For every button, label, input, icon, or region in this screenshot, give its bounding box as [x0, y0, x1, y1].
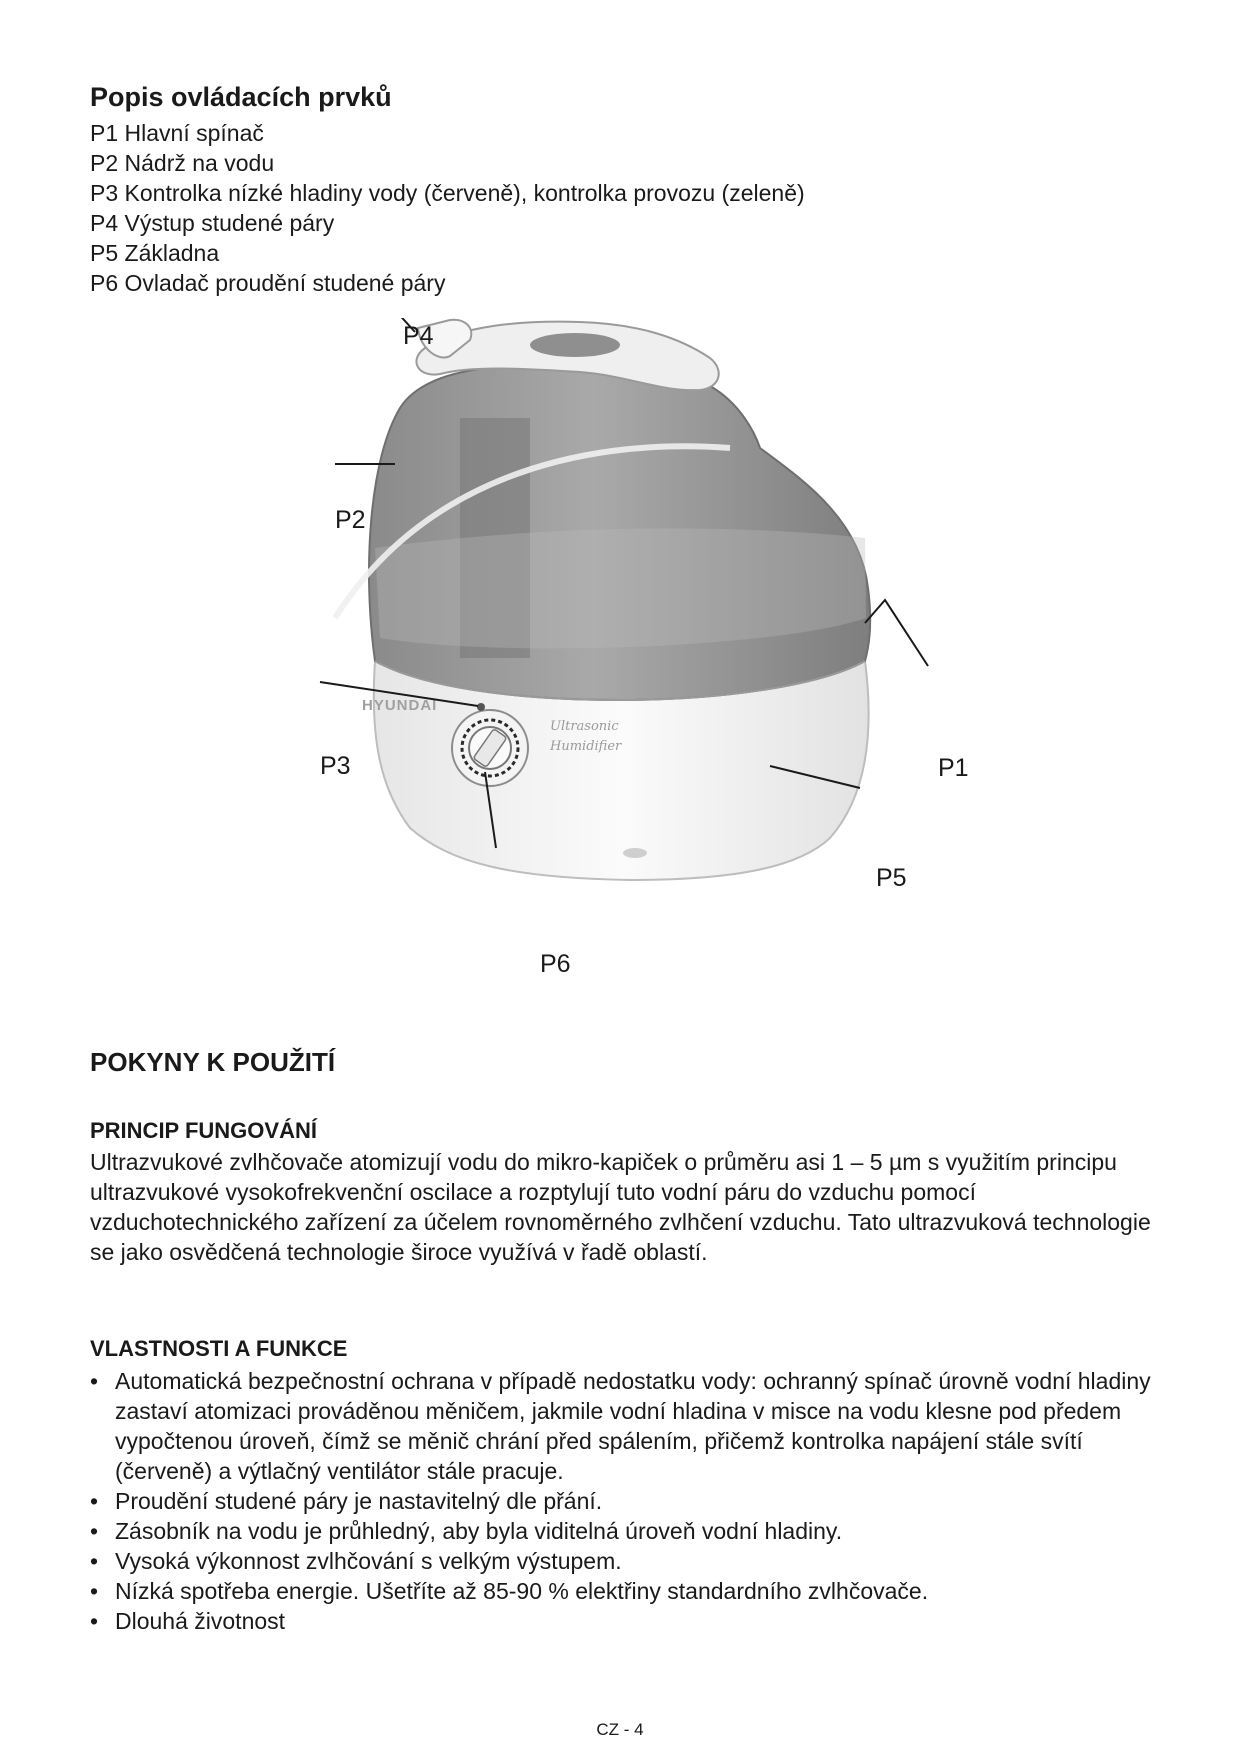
brand-logo: HYUNDAI: [362, 697, 438, 714]
humidifier-figure: [300, 318, 1000, 998]
control-item-p4: P4 Výstup studené páry: [90, 210, 335, 236]
control-item-p5: P5 Základna: [90, 240, 220, 266]
feature-text: Zásobník na vodu je průhledný, aby byla viditelná úroveň vodní hladiny.: [115, 1518, 843, 1544]
label-p5: P5: [876, 864, 907, 892]
controls-list: [90, 118, 805, 298]
list-item: [90, 1576, 1170, 1606]
features-list: [90, 1366, 1170, 1636]
list-item: [90, 1546, 1170, 1576]
feature-text: Proudění studené páry je nastavitelný dle přání.: [115, 1488, 603, 1514]
label-p4: P4: [403, 322, 434, 350]
feature-text: Nízká spotřeba energie. Ušetříte až 85-90 % elektřiny standardního zvlhčovače.: [115, 1578, 929, 1604]
label-p6: P6: [540, 950, 571, 978]
principle-text: Ultrazvukové zvlhčovače atomizují vodu do mikro-kapiček o průměru asi 1 – 5 µm s využitím principu ultrazvukové vysokofrekvenční oscilace a rozptylují tuto vodní páru do vzduchu pomocí vzduchotechnického zařízení za účelem rovnoměrného zvlhčení vzduchu. Tato ultrazvuková technologie se jako osvědčená technologie široce využívá v řadě oblastí.: [90, 1149, 1151, 1265]
feature-text: Vysoká výkonnost zvlhčování s velkým výstupem.: [115, 1548, 622, 1574]
feature-text: Dlouhá životnost: [115, 1608, 286, 1634]
foot: [623, 848, 647, 858]
list-item: [90, 1486, 1170, 1516]
list-item: [90, 1516, 1170, 1546]
usage-title: POKYNY K POUŽITÍ: [90, 1047, 336, 1077]
humidifier-illustration: [300, 318, 1000, 998]
label-p1: P1: [938, 754, 969, 782]
bullet-marker: •: [90, 1548, 99, 1574]
principle-title: PRINCIP FUNGOVÁNÍ: [90, 1118, 317, 1143]
control-item-p3: P3 Kontrolka nízké hladiny vody (červeně), kontrolka provozu (zeleně): [90, 180, 805, 206]
product-line-1: Ultrasonic: [550, 719, 619, 734]
bullet-marker: •: [90, 1488, 99, 1514]
list-item: [90, 1366, 1170, 1486]
control-item-p1: P1 Hlavní spínač: [90, 120, 264, 146]
indicator-light: [477, 703, 485, 711]
bullet-marker: •: [90, 1608, 99, 1634]
list-item: [90, 1606, 1170, 1636]
label-p2: P2: [335, 506, 366, 534]
features-title: VLASTNOSTI A FUNKCE: [90, 1336, 348, 1361]
control-item-p2: P2 Nádrž na vodu: [90, 150, 275, 176]
page-number: CZ - 4: [596, 1720, 644, 1739]
feature-text: Automatická bezpečnostní ochrana v případě nedostatku vody: ochranný spínač úrovně vodní hladiny zastaví atomizaci prováděnou měničem, jakmile vodní hladina v misce na vodu klesne pod předem vypočtenou úroveň, čímž se měnič chrání před spálením, přičemž kontrolka napájení stále svítí (červeně) a výtlačný ventilátor stále pracuje.: [115, 1368, 1151, 1484]
bullet-marker: •: [90, 1518, 99, 1544]
controls-title: Popis ovládacích prvků: [90, 82, 392, 112]
product-line-2: Humidifier: [550, 739, 622, 754]
bullet-marker: •: [90, 1578, 99, 1604]
bullet-marker: •: [90, 1368, 99, 1394]
label-p3: P3: [320, 752, 351, 780]
callout-p1: [865, 600, 928, 666]
control-item-p6: P6 Ovladač proudění studené páry: [90, 270, 446, 296]
